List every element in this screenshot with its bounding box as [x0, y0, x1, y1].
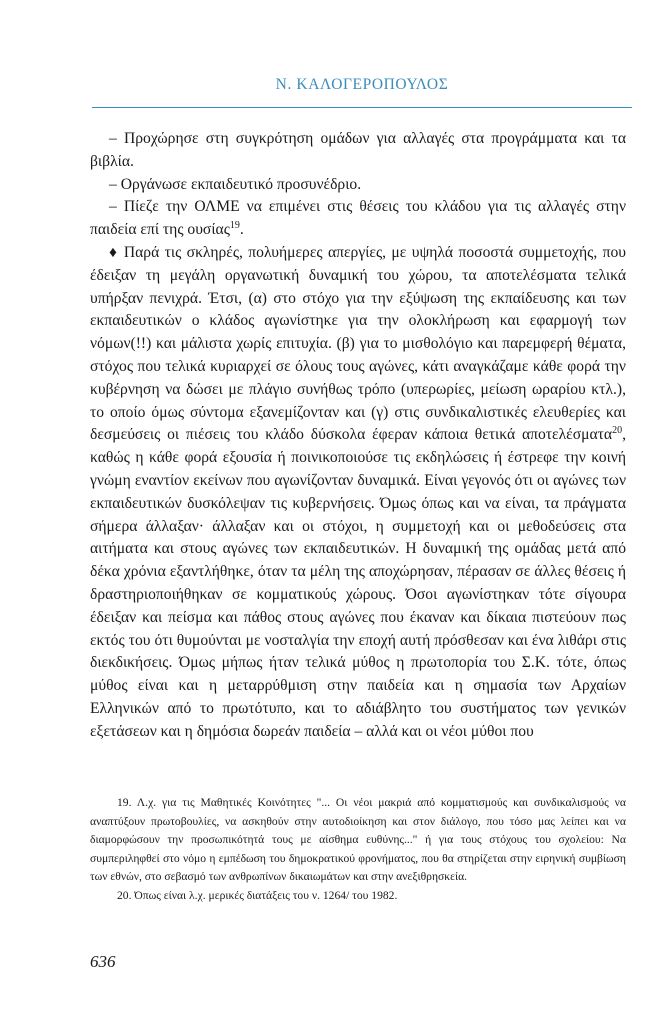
footnote-ref-19: 19: [229, 220, 240, 231]
list-item-olme-text: – Πίεζε την ΟΛΜΕ να επιμένει στις θέσεις του κλάδου για τις αλλαγές στην παιδεία επί της ουσίας: [90, 198, 626, 239]
paragraph-results-part1: ♦ Παρά τις σκληρές, πολυήμερες απεργίες, με υψηλά ποσοστά συμμετοχής, που έδειξαν τη μεγάλη οργανωτική δυναμική του χώρου, τα αποτελέσματα τελικά υπήρξαν πενιχρά. Έτσι, (α) στο στόχο για την εξύψωση της εκπαίδευσης και των εκπαιδευτικών ο κλάδος αγωνίστηκε για την ολοκλήρωση και εφαρμογή των νόμων(!!) και μάλιστα χωρίς επιτυχία. (β) για το μισθολόγιο και παρεμφερή θέματα, στόχος που τελικά κυριαρχεί σε όλους τους αγώνες, κάτι αναγκάζαμε κάθε φορά την κυβέρνηση να δώσει με πλάγιο συνήθως τρόπο (υπερωρίες, μείωση ωραρίου κτλ.), το οποίο όμως σύντομα εξανεμίζονταν και (γ) στις συνδικαλιστικές ελευθερίες και δεσμεύσεις οι πιέσεις του κλάδο δύσκολα έφεραν κάποια θετικά αποτελέσματα: [90, 243, 626, 444]
footnote-20: 20. Όπως είναι λ.χ. μερικές διατάξεις του ν. 1264/ του 1982.: [117, 888, 398, 902]
header-rule: [92, 107, 632, 108]
page-number: 636: [90, 952, 116, 971]
list-item-olme: – Πίεζε την ΟΛΜΕ να επιμένει στις θέσεις του κλάδου για τις αλλαγές στην παιδεία επί της ουσίας$^{19}$.: [90, 198, 626, 239]
list-item-preconference: – Οργάνωσε εκπαιδευτικό προσυνέδριο.: [109, 175, 362, 193]
footnote-ref-20: 20: [612, 425, 623, 437]
footnotes: [90, 794, 626, 906]
footnote-19: 19. Λ.χ. για τις Μαθητικές Κοινότητες "... Οι νέοι μακριά από κομματισμούς και συνδικαλισμούς να αναπτύξουν πρωτοβουλίες, να ασκηθούν στην αυτοδιοίκηση και στον διάλογο, που τόσο μας λείπει και να διαμορφώσουν την προσωπικότητά τους με αίσθημα ευθύνης..." ή για τους στόχους του σχολείου: Να συμπεριληφθεί στο νόμο η εμπέδωση του δημοκρατικού φρονήματος, που θα στηρίζεται στην ειρηνική συμβίωση των εθνών, στο σεβασμό των ανθρωπίνων δικαιωμάτων και στην ανεξιθρησκεία.: [90, 796, 626, 884]
main-text: [90, 128, 626, 744]
running-header-title: Ν. ΚΑΛΟΓΕΡΟΠΟΥΛΟΣ: [275, 76, 449, 93]
list-item-teams: – Προχώρησε στη συγκρότηση ομάδων για αλλαγές στα προγράμματα και τα βιβλία.: [90, 130, 626, 170]
paragraph-results: [90, 242, 626, 744]
paragraph-results-part2: , καθώς η κάθε φορά εξουσία ή ποινικοποιούσε τις εκδηλώσεις ή έστρεφε την κοινή γνώμη εναντίον εκείνων που αγωνίζονταν δυναμικά. Είναι γεγονός ότι οι αγώνες των εκπαιδευτικών δυσκόλεψαν τις κυβερνήσεις. Όμως όπως και να είναι, τα πράγματα σήμερα άλλαξαν· άλλαξαν και οι στόχοι, η συμμετοχή και οι μεθοδεύσεις στα αιτήματα και στους αγώνες των εκπαιδευτικών. Η δυναμική της ομάδας μετά από δέκα χρόνια εξαντλήθηκε, όταν τα μέλη της αποχώρησαν, πέρασαν σε άλλες θέσεις ή δραστηριοποιήθηκαν σε κομματικούς χώρους. Όσοι αγωνίστηκαν τότε σίγουρα έδειξαν και πείσμα και πάθος στους αγώνες που έκαναν και δίκαια πιστεύουν πως εκτός του ότι θυμούνται με νοσταλγία την εποχή αυτή πρόσθεσαν και ένα λιθάρι στις διεκδικήσεις. Όμως μήπως ήταν τελικά μύθος η πρωτοπορία του Σ.Κ. τότε, όπως μύθος είναι και η μεταρρύθμιση στην παιδεία και η σημασία των Αρχαίων Ελληνικών από το πρωτότυπο, και το αδιάβλητο του συστήματος των γενικών εξετάσεων και η δημόσια δωρεάν παιδεία – αλλά και οι νέοι μύθοι που: [90, 426, 626, 740]
